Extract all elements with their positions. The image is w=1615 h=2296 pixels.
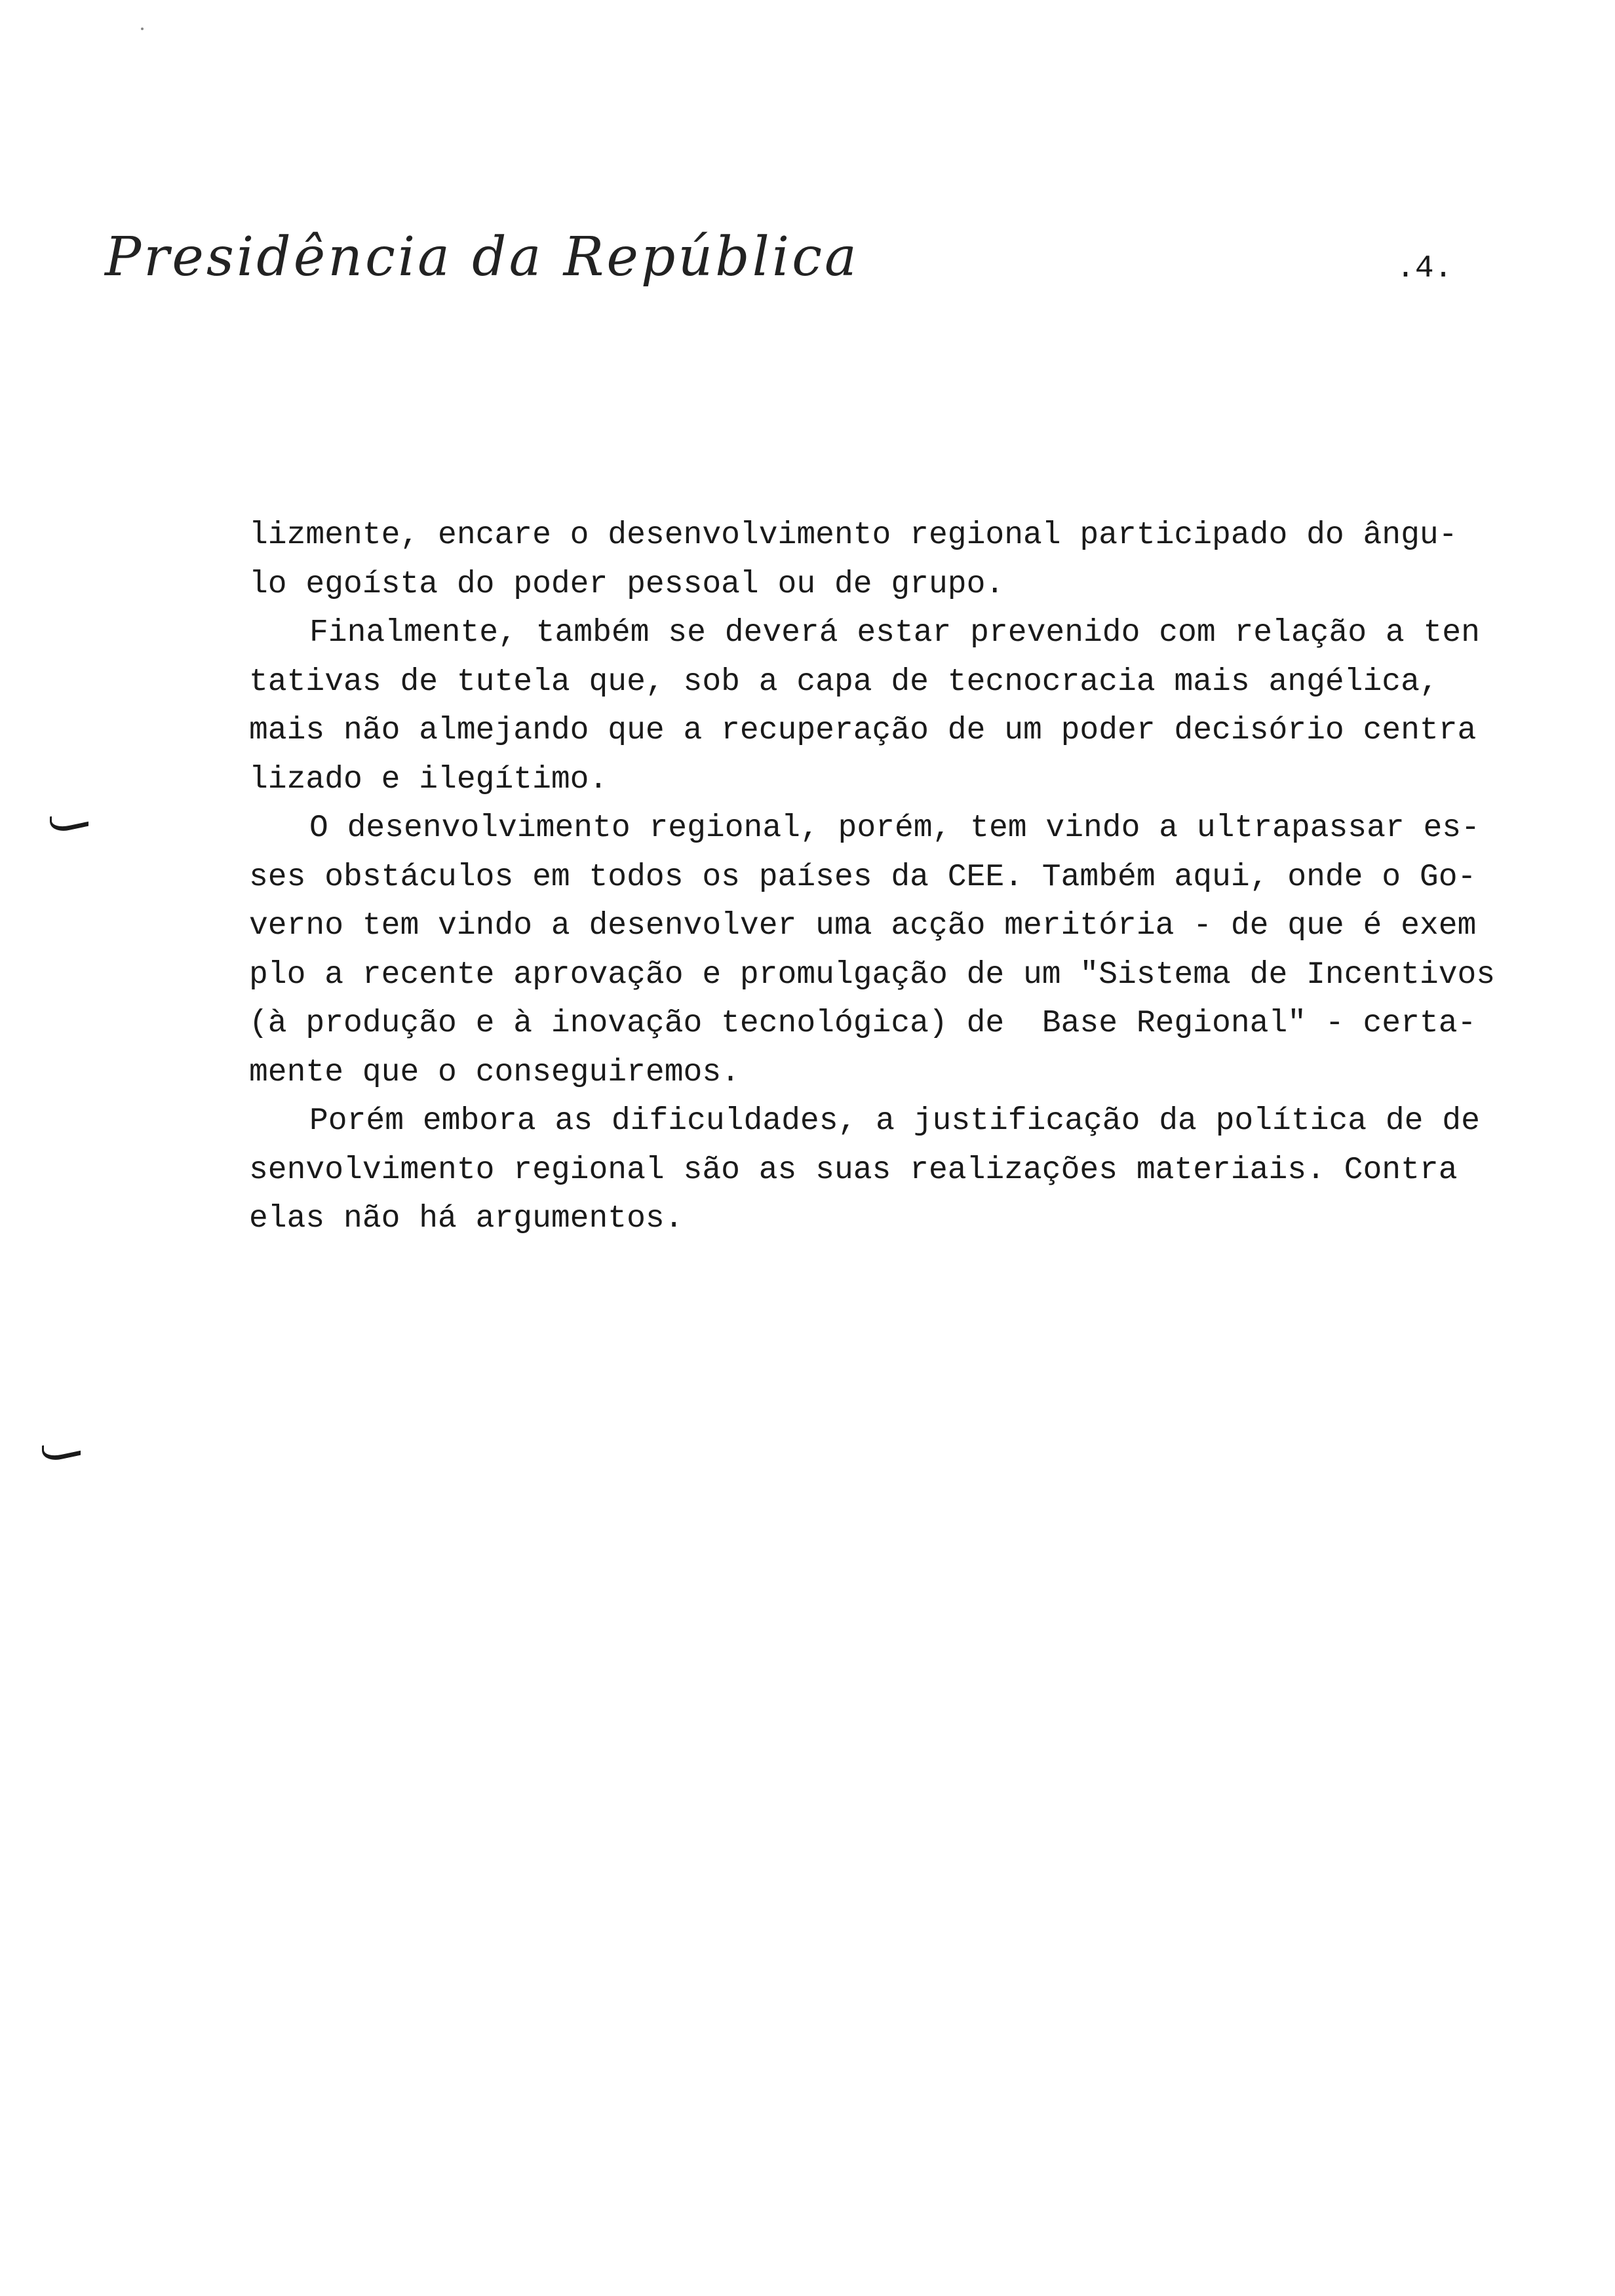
text-line: lizmente, encare o desenvolvimento regional participado do ângu- [249, 518, 1458, 553]
margin-check-mark [42, 1438, 81, 1464]
text-line: tativas de tutela que, sob a capa de tecnocracia mais angélica, [249, 664, 1439, 700]
body-text [249, 511, 1527, 1244]
page-speck [141, 28, 144, 30]
text-line: (à produção e à inovação tecnológica) de Base Regional" - certa- [249, 1006, 1477, 1041]
text-line: mente que o conseguiremos. [249, 1054, 740, 1090]
text-line: senvolvimento regional são as suas realizações materiais. Contra [249, 1152, 1458, 1188]
letterhead-script: Presidência da República [105, 226, 859, 288]
text-line: lo egoísta do poder pessoal ou de grupo. [249, 566, 1005, 602]
margin-check-mark [50, 809, 88, 835]
page-number: .4. [1396, 251, 1453, 286]
text-line: plo a recente aprovação e promulgação de um "Sistema de Incentivos [249, 957, 1496, 993]
text-line: Porém embora as dificuldades, a justificação da política de de [309, 1103, 1480, 1139]
text-line: O desenvolvimento regional, porém, tem vindo a ultrapassar es- [309, 811, 1480, 846]
text-line: Finalmente, também se deverá estar prevenido com relação a ten [309, 615, 1480, 651]
text-line: mais não almejando que a recuperação de um poder decisório centra [249, 713, 1477, 748]
text-line: elas não há argumentos. [249, 1201, 684, 1236]
text-line: ses obstáculos em todos os países da CEE. Também aqui, onde o Go- [249, 859, 1477, 895]
text-line: lizado e ilegítimo. [249, 761, 608, 797]
text-line: verno tem vindo a desenvolver uma acção meritória - de que é exem [249, 908, 1477, 944]
